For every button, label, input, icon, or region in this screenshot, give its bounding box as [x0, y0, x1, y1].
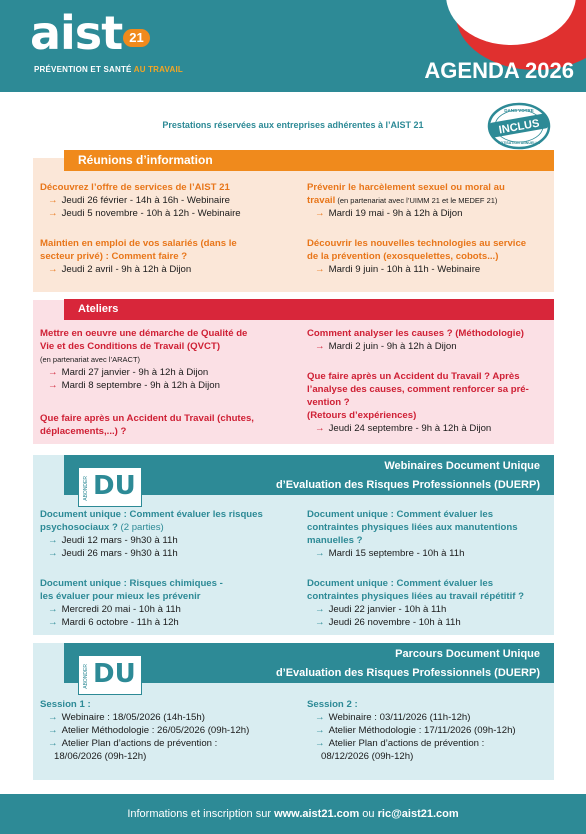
email-link[interactable]: ric@aist21.com: [377, 808, 459, 820]
intro-text: Prestations réservées aux entreprises adhérentes à l’AIST 21: [162, 120, 424, 130]
reunion-item: Prévenir le harcèlement sexuel ou moral au travail (en partenariat avec l’UIMM 21 et le MEDEF 21) → Mardi 19 mai - 9h à 12h à Dijon: [307, 181, 552, 220]
parcours-session-1: Session 1 : → Webinaire : 18/05/2026 (14h-15h) → Atelier Méthodologie : 26/05/2026 (09h-12h) → Atelier Plan d’actions de prévention : 18/06/2026 (09h-12h): [40, 698, 300, 763]
atelier-item: Que faire après un Accident du Travail ? Après l’analyse des causes, comment renforcer sa pré- vention ? (Retours d’expériences) → Jeudi 24 septembre - 9h à 12h à Dijon: [307, 370, 552, 435]
webinaire-item: Document unique : Comment évaluer les contraintes physiques liées aux manutentions manuelles ? → Mardi 15 septembre - 10h à 11h: [307, 508, 552, 560]
du-logo-icon: ABONDER DU: [78, 655, 142, 695]
inclus-badge-main: INCLUS: [497, 117, 541, 137]
atelier-item: Mettre en oeuvre une démarche de Qualité de Vie et des Conditions de Travail (QVCT) (en partenariat avec l’ARACT) → Mardi 27 janvier - 9h à 12h à Dijon → Mardi 8 septembre - 9h à 12h à Dijon: [40, 327, 300, 392]
agenda-title: AGENDA 2026: [424, 58, 574, 83]
reunion-item: Maintien en emploi de vos salariés (dans le secteur privé) : Comment faire ? → Jeudi 2 avril - 9h à 12h à Dijon: [40, 237, 295, 276]
website-link[interactable]: www.aist21.com: [274, 808, 360, 820]
aist-logo-word: aist: [30, 6, 123, 60]
parcours-session-2: Session 2 : → Webinaire : 03/11/2026 (11h-12h) → Atelier Méthodologie : 17/11/2026 (09h-12h) → Atelier Plan d’actions de prévention : 08/12/2026 (09h-12h): [307, 698, 552, 763]
webinaires-title: Webinaires Document Unique d’Evaluation des Risques Professionnels (DUERP): [64, 455, 554, 495]
inclus-badge-bottom: COTISATION ANNUELLE: [497, 141, 541, 145]
page-footer: Informations et inscription sur www.aist21.com ou ric@aist21.com: [0, 794, 586, 834]
reunion-item: Découvrez l’offre de services de l’AIST 21 → Jeudi 26 février - 14h à 16h - Webinaire → Jeudi 5 novembre - 10h à 12h - Webinaire: [40, 181, 295, 220]
webinaire-item: Document unique : Comment évaluer les risques psychosociaux ? (2 parties) → Jeudi 12 mars - 9h30 à 11h → Jeudi 26 mars - 9h30 à 11h: [40, 508, 300, 560]
inclus-badge-icon: [484, 101, 554, 151]
reunions-title: Réunions d’information: [64, 150, 554, 171]
inclus-badge-top: DANS VOTRE: [504, 108, 534, 113]
page-header: [0, 0, 586, 92]
webinaire-item: Document unique : Risques chimiques - les évaluer pour mieux les prévenir → Mercredi 20 mai - 10h à 11h → Mardi 6 octobre - 11h à 12h: [40, 577, 300, 629]
parcours-title: Parcours Document Unique d’Evaluation des Risques Professionnels (DUERP): [64, 643, 554, 683]
logo-tagline: PRÉVENTION ET SANTÉ AU TRAVAIL: [34, 65, 183, 74]
ateliers-title: Ateliers: [64, 299, 554, 320]
atelier-item: Que faire après un Accident du Travail (chutes, déplacements,...) ?: [40, 413, 254, 437]
atelier-item: Comment analyser les causes ? (Méthodologie) → Mardi 2 juin - 9h à 12h à Dijon: [307, 327, 552, 353]
webinaire-item: Document unique : Comment évaluer les contraintes physiques liées au travail répétitif ? → Jeudi 22 janvier - 10h à 11h → Jeudi 26 novembre - 10h à 11h: [307, 577, 552, 629]
aist-logo-number: 21: [123, 29, 150, 47]
reunion-item: Découvrir les nouvelles technologies au service de la prévention (exosquelettes, cobots...) → Mardi 9 juin - 10h à 11h - Webinaire: [307, 237, 552, 276]
du-logo-icon: ABONDER DU: [78, 467, 142, 507]
